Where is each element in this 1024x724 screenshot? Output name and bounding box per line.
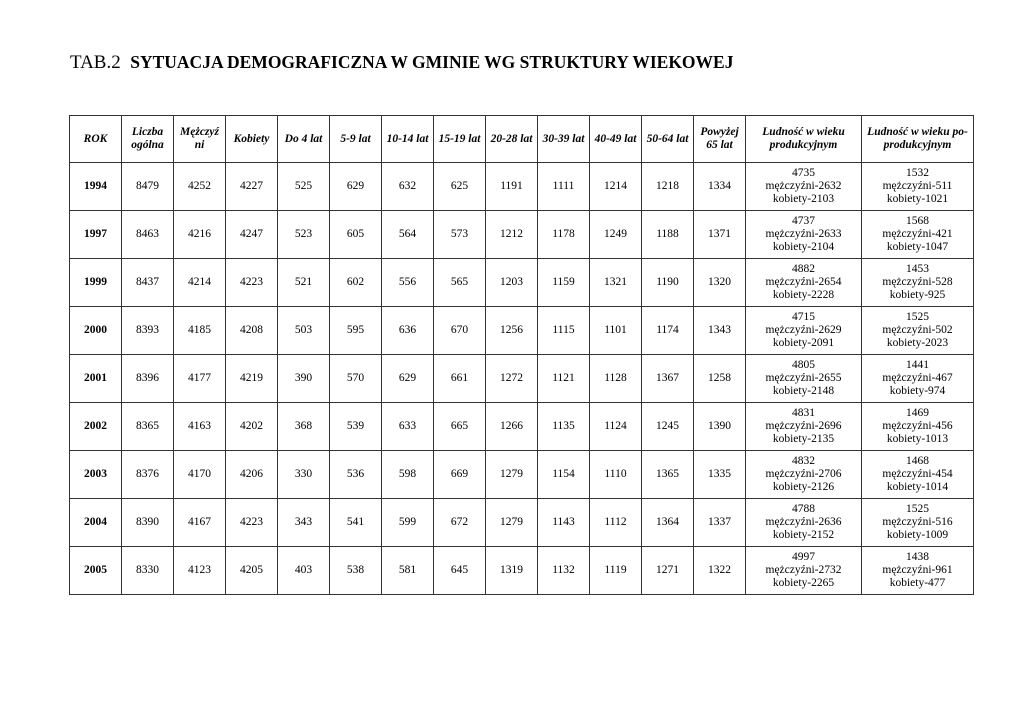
column-header-line: Ludność w wieku bbox=[762, 126, 845, 138]
productive-age-cell bbox=[746, 451, 862, 499]
value-cell: 4170 bbox=[174, 451, 226, 499]
value-cell: 403 bbox=[278, 547, 330, 595]
column-header bbox=[538, 116, 590, 163]
column-header-line: Powyżej bbox=[700, 126, 739, 138]
column-header-line: produkcyjnym bbox=[769, 139, 838, 151]
value-cell: 665 bbox=[434, 403, 486, 451]
post-productive-age-cell bbox=[862, 259, 974, 307]
value-cell: 661 bbox=[434, 355, 486, 403]
cell-line: 4737 bbox=[792, 215, 815, 227]
cell-line: kobiety-925 bbox=[889, 289, 946, 301]
value-cell: 1174 bbox=[642, 307, 694, 355]
value-cell: 1335 bbox=[694, 451, 746, 499]
value-cell: 1271 bbox=[642, 547, 694, 595]
value-cell: 1258 bbox=[694, 355, 746, 403]
column-header bbox=[278, 116, 330, 163]
cell-line: mężczyźni-2706 bbox=[765, 468, 842, 480]
table-row bbox=[70, 451, 974, 499]
value-cell: 8463 bbox=[122, 211, 174, 259]
value-cell: 633 bbox=[382, 403, 434, 451]
value-cell: 1218 bbox=[642, 163, 694, 211]
value-cell: 4252 bbox=[174, 163, 226, 211]
column-header-line: 50-64 lat bbox=[646, 132, 689, 145]
productive-age-cell bbox=[746, 259, 862, 307]
value-cell: 570 bbox=[330, 355, 382, 403]
cell-line: mężczyźni-961 bbox=[882, 564, 953, 576]
post-productive-age-cell bbox=[862, 307, 974, 355]
value-cell: 539 bbox=[330, 403, 382, 451]
value-cell: 541 bbox=[330, 499, 382, 547]
productive-age-cell bbox=[746, 211, 862, 259]
cell-line: kobiety-2103 bbox=[772, 193, 835, 205]
value-cell: 8376 bbox=[122, 451, 174, 499]
value-cell: 1266 bbox=[486, 403, 538, 451]
cell-line: mężczyźni-2636 bbox=[765, 516, 842, 528]
value-cell: 4216 bbox=[174, 211, 226, 259]
productive-age-cell bbox=[746, 547, 862, 595]
value-cell: 8437 bbox=[122, 259, 174, 307]
value-cell: 4185 bbox=[174, 307, 226, 355]
column-header bbox=[590, 116, 642, 163]
post-productive-age-cell bbox=[862, 547, 974, 595]
value-cell: 538 bbox=[330, 547, 382, 595]
column-header-line: 40-49 lat bbox=[594, 132, 637, 145]
year-cell: 1999 bbox=[70, 259, 122, 307]
value-cell: 4208 bbox=[226, 307, 278, 355]
column-header-line: 65 lat bbox=[706, 139, 733, 151]
value-cell: 1279 bbox=[486, 499, 538, 547]
value-cell: 8396 bbox=[122, 355, 174, 403]
column-header bbox=[434, 116, 486, 163]
cell-line: mężczyźni-528 bbox=[882, 276, 953, 288]
demographic-table bbox=[69, 115, 974, 595]
value-cell: 4202 bbox=[226, 403, 278, 451]
value-cell: 4219 bbox=[226, 355, 278, 403]
cell-line: mężczyźni-2629 bbox=[765, 324, 842, 336]
column-header-line: 5-9 lat bbox=[340, 132, 371, 145]
cell-line: mężczyźni-2633 bbox=[765, 228, 842, 240]
cell-line: kobiety-2023 bbox=[886, 337, 949, 349]
value-cell: 368 bbox=[278, 403, 330, 451]
value-cell: 598 bbox=[382, 451, 434, 499]
productive-age-cell bbox=[746, 163, 862, 211]
value-cell: 1367 bbox=[642, 355, 694, 403]
value-cell: 573 bbox=[434, 211, 486, 259]
value-cell: 8390 bbox=[122, 499, 174, 547]
cell-line: mężczyźni-2655 bbox=[765, 372, 842, 384]
column-header-line: 30-39 lat bbox=[542, 132, 585, 145]
value-cell: 1178 bbox=[538, 211, 590, 259]
value-cell: 8393 bbox=[122, 307, 174, 355]
cell-line: mężczyźni-2654 bbox=[765, 276, 842, 288]
cell-line: 4882 bbox=[792, 263, 815, 275]
value-cell: 4167 bbox=[174, 499, 226, 547]
column-header bbox=[226, 116, 278, 163]
table-row bbox=[70, 307, 974, 355]
year-cell: 2004 bbox=[70, 499, 122, 547]
cell-line: 4735 bbox=[792, 167, 815, 179]
cell-line: mężczyźni-467 bbox=[882, 372, 953, 384]
post-productive-age-cell bbox=[862, 403, 974, 451]
value-cell: 1272 bbox=[486, 355, 538, 403]
table-row bbox=[70, 211, 974, 259]
table-row bbox=[70, 403, 974, 451]
table-row bbox=[70, 355, 974, 403]
cell-line: 4832 bbox=[792, 455, 815, 467]
value-cell: 4177 bbox=[174, 355, 226, 403]
value-cell: 1188 bbox=[642, 211, 694, 259]
cell-line: mężczyźni-2696 bbox=[765, 420, 842, 432]
value-cell: 1124 bbox=[590, 403, 642, 451]
cell-line: 4831 bbox=[792, 407, 815, 419]
cell-line: kobiety-2091 bbox=[772, 337, 835, 349]
value-cell: 556 bbox=[382, 259, 434, 307]
cell-line: mężczyźni-2632 bbox=[765, 180, 842, 192]
value-cell: 1322 bbox=[694, 547, 746, 595]
table-row bbox=[70, 163, 974, 211]
value-cell: 1111 bbox=[538, 163, 590, 211]
column-header bbox=[174, 116, 226, 163]
cell-line: 4997 bbox=[792, 551, 815, 563]
value-cell: 629 bbox=[382, 355, 434, 403]
value-cell: 1212 bbox=[486, 211, 538, 259]
post-productive-age-cell bbox=[862, 355, 974, 403]
cell-line: kobiety-2228 bbox=[772, 289, 835, 301]
year-cell: 2002 bbox=[70, 403, 122, 451]
column-header bbox=[746, 116, 862, 163]
value-cell: 602 bbox=[330, 259, 382, 307]
cell-line: kobiety-2152 bbox=[772, 529, 835, 541]
value-cell: 4206 bbox=[226, 451, 278, 499]
column-header bbox=[642, 116, 694, 163]
table-header-row bbox=[70, 116, 974, 163]
value-cell: 390 bbox=[278, 355, 330, 403]
value-cell: 1101 bbox=[590, 307, 642, 355]
value-cell: 8479 bbox=[122, 163, 174, 211]
year-cell: 2000 bbox=[70, 307, 122, 355]
cell-line: mężczyźni-516 bbox=[882, 516, 953, 528]
value-cell: 1128 bbox=[590, 355, 642, 403]
value-cell: 1371 bbox=[694, 211, 746, 259]
value-cell: 4223 bbox=[226, 259, 278, 307]
cell-line: kobiety-1013 bbox=[886, 433, 949, 445]
title-prefix: TAB.2 bbox=[70, 52, 121, 73]
cell-line: 1469 bbox=[906, 407, 929, 419]
value-cell: 1159 bbox=[538, 259, 590, 307]
value-cell: 536 bbox=[330, 451, 382, 499]
value-cell: 672 bbox=[434, 499, 486, 547]
cell-line: 1532 bbox=[906, 167, 929, 179]
cell-line: mężczyźni-2732 bbox=[765, 564, 842, 576]
value-cell: 4223 bbox=[226, 499, 278, 547]
column-header-line: ni bbox=[194, 139, 205, 151]
value-cell: 1191 bbox=[486, 163, 538, 211]
cell-line: kobiety-1021 bbox=[886, 193, 949, 205]
title-main: SYTUACJA DEMOGRAFICZNA W GMINIE WG STRUKTURY WIEKOWEJ bbox=[130, 52, 734, 72]
cell-line: kobiety-2135 bbox=[772, 433, 835, 445]
value-cell: 629 bbox=[330, 163, 382, 211]
value-cell: 1214 bbox=[590, 163, 642, 211]
value-cell: 1343 bbox=[694, 307, 746, 355]
column-header-line: Ludność w wieku po- bbox=[867, 126, 968, 138]
productive-age-cell bbox=[746, 355, 862, 403]
column-header-line: 10-14 lat bbox=[386, 132, 429, 145]
cell-line: kobiety-477 bbox=[889, 577, 946, 589]
value-cell: 1110 bbox=[590, 451, 642, 499]
page-title bbox=[70, 52, 733, 74]
cell-line: 1525 bbox=[906, 311, 929, 323]
column-header-line: 15-19 lat bbox=[438, 132, 481, 145]
column-header bbox=[382, 116, 434, 163]
value-cell: 595 bbox=[330, 307, 382, 355]
column-header-line: Do 4 lat bbox=[284, 132, 323, 145]
post-productive-age-cell bbox=[862, 451, 974, 499]
value-cell: 1112 bbox=[590, 499, 642, 547]
value-cell: 1190 bbox=[642, 259, 694, 307]
year-cell: 2005 bbox=[70, 547, 122, 595]
value-cell: 1365 bbox=[642, 451, 694, 499]
value-cell: 605 bbox=[330, 211, 382, 259]
column-header-line: Kobiety bbox=[233, 132, 270, 145]
cell-line: 1568 bbox=[906, 215, 929, 227]
cell-line: 1468 bbox=[906, 455, 929, 467]
value-cell: 1135 bbox=[538, 403, 590, 451]
value-cell: 525 bbox=[278, 163, 330, 211]
column-header bbox=[330, 116, 382, 163]
cell-line: 1438 bbox=[906, 551, 929, 563]
value-cell: 8330 bbox=[122, 547, 174, 595]
value-cell: 636 bbox=[382, 307, 434, 355]
value-cell: 521 bbox=[278, 259, 330, 307]
value-cell: 1115 bbox=[538, 307, 590, 355]
value-cell: 1334 bbox=[694, 163, 746, 211]
cell-line: kobiety-1047 bbox=[886, 241, 949, 253]
column-header-line: 20-28 lat bbox=[490, 132, 533, 145]
cell-line: 4788 bbox=[792, 503, 815, 515]
cell-line: 4715 bbox=[792, 311, 815, 323]
value-cell: 343 bbox=[278, 499, 330, 547]
value-cell: 1256 bbox=[486, 307, 538, 355]
cell-line: 4805 bbox=[792, 359, 815, 371]
year-cell: 2003 bbox=[70, 451, 122, 499]
value-cell: 4214 bbox=[174, 259, 226, 307]
cell-line: mężczyźni-511 bbox=[882, 180, 953, 192]
value-cell: 1203 bbox=[486, 259, 538, 307]
cell-line: kobiety-1014 bbox=[886, 481, 949, 493]
value-cell: 1119 bbox=[590, 547, 642, 595]
value-cell: 1132 bbox=[538, 547, 590, 595]
column-header-line: Mężczyź bbox=[180, 126, 219, 138]
value-cell: 523 bbox=[278, 211, 330, 259]
table-row bbox=[70, 499, 974, 547]
cell-line: kobiety-1009 bbox=[886, 529, 949, 541]
value-cell: 670 bbox=[434, 307, 486, 355]
productive-age-cell bbox=[746, 403, 862, 451]
cell-line: mężczyźni-502 bbox=[882, 324, 953, 336]
cell-line: kobiety-974 bbox=[889, 385, 946, 397]
table-row bbox=[70, 547, 974, 595]
value-cell: 669 bbox=[434, 451, 486, 499]
value-cell: 4227 bbox=[226, 163, 278, 211]
cell-line: 1441 bbox=[906, 359, 929, 371]
value-cell: 645 bbox=[434, 547, 486, 595]
value-cell: 1279 bbox=[486, 451, 538, 499]
table-row bbox=[70, 259, 974, 307]
value-cell: 1337 bbox=[694, 499, 746, 547]
value-cell: 1364 bbox=[642, 499, 694, 547]
value-cell: 4205 bbox=[226, 547, 278, 595]
post-productive-age-cell bbox=[862, 163, 974, 211]
value-cell: 4163 bbox=[174, 403, 226, 451]
post-productive-age-cell bbox=[862, 211, 974, 259]
column-header-line: Liczba bbox=[131, 126, 164, 138]
column-header bbox=[694, 116, 746, 163]
column-header bbox=[122, 116, 174, 163]
productive-age-cell bbox=[746, 307, 862, 355]
value-cell: 565 bbox=[434, 259, 486, 307]
post-productive-age-cell bbox=[862, 499, 974, 547]
cell-line: 1525 bbox=[906, 503, 929, 515]
value-cell: 625 bbox=[434, 163, 486, 211]
table-body bbox=[70, 163, 974, 595]
value-cell: 564 bbox=[382, 211, 434, 259]
value-cell: 1320 bbox=[694, 259, 746, 307]
column-header-line: produkcyjnym bbox=[883, 139, 952, 151]
value-cell: 1143 bbox=[538, 499, 590, 547]
value-cell: 8365 bbox=[122, 403, 174, 451]
value-cell: 1154 bbox=[538, 451, 590, 499]
value-cell: 1321 bbox=[590, 259, 642, 307]
value-cell: 581 bbox=[382, 547, 434, 595]
cell-line: mężczyźni-454 bbox=[882, 468, 953, 480]
value-cell: 1245 bbox=[642, 403, 694, 451]
column-header bbox=[486, 116, 538, 163]
cell-line: kobiety-2148 bbox=[772, 385, 835, 397]
value-cell: 1319 bbox=[486, 547, 538, 595]
column-header bbox=[862, 116, 974, 163]
value-cell: 1249 bbox=[590, 211, 642, 259]
value-cell: 1121 bbox=[538, 355, 590, 403]
cell-line: 1453 bbox=[906, 263, 929, 275]
cell-line: kobiety-2265 bbox=[772, 577, 835, 589]
value-cell: 330 bbox=[278, 451, 330, 499]
cell-line: kobiety-2126 bbox=[772, 481, 835, 493]
value-cell: 1390 bbox=[694, 403, 746, 451]
cell-line: mężczyźni-456 bbox=[882, 420, 953, 432]
productive-age-cell bbox=[746, 499, 862, 547]
year-cell: 2001 bbox=[70, 355, 122, 403]
value-cell: 632 bbox=[382, 163, 434, 211]
cell-line: kobiety-2104 bbox=[772, 241, 835, 253]
year-cell: 1994 bbox=[70, 163, 122, 211]
column-header-line: ogólna bbox=[131, 139, 164, 151]
cell-line: mężczyźni-421 bbox=[882, 228, 953, 240]
column-header-line: ROK bbox=[83, 132, 108, 145]
value-cell: 4247 bbox=[226, 211, 278, 259]
column-header bbox=[70, 116, 122, 163]
year-cell: 1997 bbox=[70, 211, 122, 259]
value-cell: 4123 bbox=[174, 547, 226, 595]
value-cell: 503 bbox=[278, 307, 330, 355]
value-cell: 599 bbox=[382, 499, 434, 547]
